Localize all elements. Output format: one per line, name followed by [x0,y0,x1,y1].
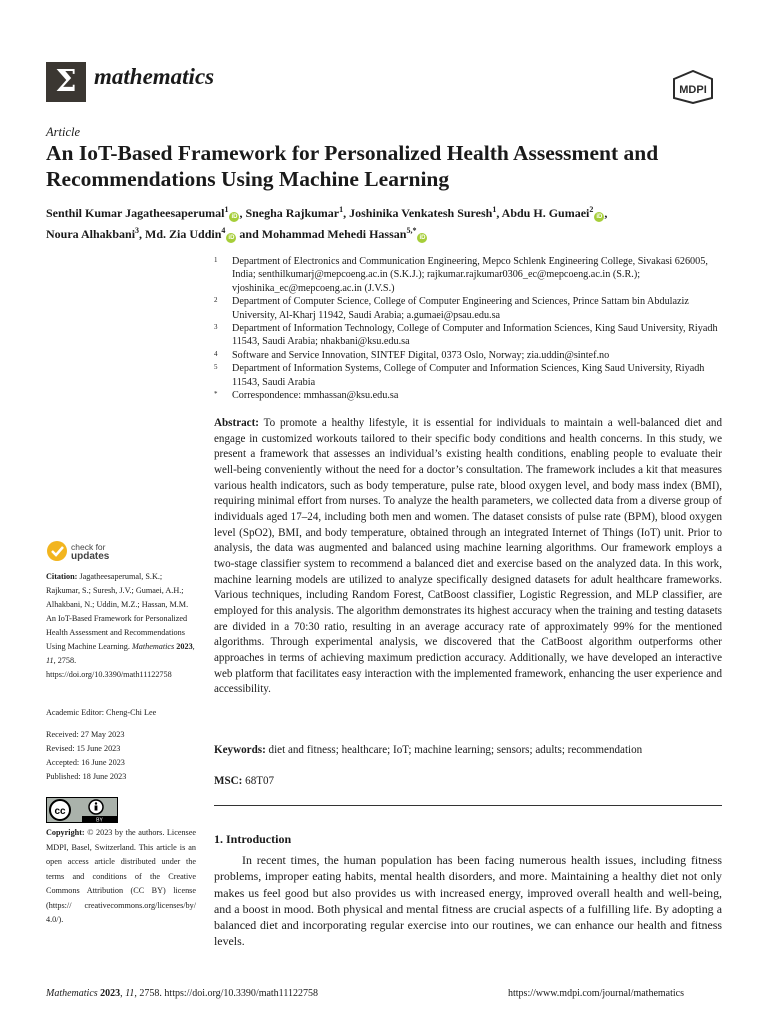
msc-label: MSC: [214,775,243,787]
author-affiliation-mark: 5,* [406,226,417,235]
affiliation-item [214,255,729,295]
svg-text:MDPI: MDPI [679,84,707,96]
journal-name[interactable]: mathematics [94,64,215,89]
article-title: An IoT-Based Framework for Personalized Health Assessment and Recommendations Using Machine Learning [46,141,659,191]
author-affiliation-mark: 1 [339,205,344,214]
author-list [46,201,746,243]
citation-text: Jagatheesaperumal, S.K.; Rajkumar, S.; Suresh, J.V.; Gumaei, A.H.; Alhakbani, N.; Uddin, M.Z.; Hassan, M.M. An IoT-Based Framework for Personalized Health Assessment and Recommendations Using Machine Learning. [46,572,189,651]
affiliation-text: Department of Computer Science, College of Computer Engineering and Sciences, Prince Sattam bin Abdulaziz University, Al-Kharj 11942, Saudi Arabia; a.gumaei@psau.edu.sa [232,296,689,321]
affiliation-number: 1 [214,256,218,264]
affiliation-item [214,389,729,402]
footer-citation: Mathematics 2023, 11, 2758. https://doi.org/10.3390/math11122758 [46,988,318,999]
author-affiliation-mark: 2 [589,205,594,214]
affiliation-text: Department of Electronics and Communication Engineering, Mepco Schlenk Engineering College, Sivakasi 626005, India; senthilkumarj@mepcoeng.ac.in (S.K.J.); rajkumar.rajkumar0306_ec@mepcoeng.ac.in (S.R.); vjoshinika_ec@mepcoeng.ac.in (J.V.S.) [232,256,708,294]
footer-journal-url[interactable]: https://www.mdpi.com/journal/mathematics [508,988,684,999]
author-name[interactable]: , Abdu H. Gumaei [496,206,590,220]
intro-paragraph: In recent times, the human population has been facing numerous health issues, including fitness problems, improper eating habits, mental health disorders, and more. Maintaining a healthy diet not only makes us feel good but also provides us with increased energy, improved overall health and well-being, and a boost in mood. Both physical and mental fitness are crucial aspects of a fulfilling life. By adopting a balanced diet and incorporating regular exercise into our routines, we can enhance our health and fitness levels. [214,853,722,949]
affiliation-number: 5 [214,363,218,372]
academic-editor: Academic Editor: Cheng-Chi Lee [46,708,157,717]
affiliation-number: 4 [214,349,218,358]
copyright-text: © 2023 by the authors. Licensee MDPI, Basel, Switzerland. This article is an open access article distributed under the terms and conditions of the Creative Commons Attribution (CC BY) license (https:// creativecommons.org/licenses/by/ 4.0/). [46,828,197,924]
citation-volume: 11 [46,656,54,665]
journal-logo: Σ [46,62,86,102]
author-affiliation-mark: 4 [221,226,226,235]
check-line-1: check for [71,542,106,552]
affiliation-text: Software and Service Innovation, SINTEF Digital, 0373 Oslo, Norway; zia.uddin@sintef.no [232,349,610,361]
intro-heading: 1. Introduction [214,832,292,846]
citation-label: Citation: [46,572,78,581]
affiliation-item [214,349,729,362]
citation-year: 2023 [176,642,193,651]
affiliation-number: 2 [214,296,218,305]
accepted-date: Accepted: 16 June 2023 [46,758,125,767]
affiliation-text: Department of Information Systems, College of Computer and Information Sciences, King Saud University, Riyadh 11543, Saudi Arabia [232,363,705,388]
abstract-text: To promote a healthy lifestyle, it is essential for individuals to maintain a well-balanced diet and engage in customized workouts tailored to their specific body conditions and health concerns. In this study, we present a framework that assesses an individual’s existing health conditions, enabling people to evaluate their well-being conveniently without the need for a doctor’s consultation. The framework includes a kit that measures various health indicators, such as body temperature, pulse rate, blood oxygen level, and body mass index (BMI), requiring minimal effort from nurses. To analyze the health parameters, we collected data from a diverse group of individuals aged 17–24, including both men and women. The dataset consists of pulse rate (BPM), blood oxygen level (SpO2), BMI, and body temperature, obtained through an integrated Internet of Things (IoT) unit. Prior to analysis, the data was augmented and balanced using machine learning algorithms. Our framework employs a two-stage classifier system to recommend a balanced diet and exercise based on the analyzed data. In this work, machine learning models are utilized to analyze specifically designed datasets for adult healthcare frameworks. Various techniques, including Random Forest, CatBoost classifier, Logistic Regression, and MLP classifier, are employed for this analysis. The algorithm demonstrates its highest accuracy when the training and testing datasets are divided in a 70:30 ratio, resulting in an average accuracy rate of approximately 99% for the mentioned algorithms. Through experimental analysis, we discovered that the CatBoost algorithm outperforms other approaches in terms of achieving maximum prediction accuracy. Additionally, we have developed an interactive web platform that facilitates easy interaction with the implemented framework, enhancing the user experience and accessibility. [214,417,722,696]
author-affiliation-mark: 1 [492,205,497,214]
affiliation-item [214,295,729,322]
section-divider [214,805,722,806]
author-name[interactable]: Senthil Kumar Jagatheesaperumal [46,206,225,220]
affiliation-number: 3 [214,323,218,332]
orcid-icon[interactable]: iD [596,214,603,220]
keywords-label: Keywords: [214,744,266,756]
msc [214,775,274,787]
author-name[interactable]: Noura Alhakbani [46,227,136,241]
affiliations [214,255,729,402]
svg-text:cc: cc [54,806,66,817]
citation-block: Citation: Jagatheesaperumal, S.K.; Rajkumar, S.; Suresh, J.V.; Gumaei, A.H.; Alhakbani, N.; Uddin, M.Z.; Hassan, M.M. An IoT-Based Framework for Personalized Health Assessment and Recommendations Using Machine Learning. Mathematics 2023, 11, 2758. https://doi.org/10.3390/math11122758 [46,572,195,679]
author-line-2 [46,222,746,243]
received-date: Received: 27 May 2023 [46,730,125,739]
copyright-label: Copyright: [46,828,85,837]
orcid-icon[interactable]: iD [231,214,238,220]
citation-doi[interactable]: , 2758. https://doi.org/10.3390/math11122758 [46,656,172,679]
affiliation-text: Department of Information Technology, College of Computer and Information Sciences, King Saud University, Riyadh 11543, Saudi Arabia; nhakbani@ksu.edu.sa [232,323,718,348]
orcid-icon[interactable]: iD [228,235,235,241]
msc-code: 68T07 [245,775,275,787]
author-name[interactable]: and Mohammad Mehedi Hassan [236,227,407,241]
mdpi-logo[interactable] [668,70,718,104]
copyright-notice [46,826,196,928]
affiliation-item [214,362,729,389]
cc-by-license-icon[interactable] [46,797,118,823]
author-line-1: Senthil Kumar Jagatheesaperumal$^1$iD , Snegha Rajkumar$^1$, Joshinika Venkatesh Suresh$^1$, Abdu H. Gumaei$^2$iD , [46,205,608,220]
author-name[interactable]: , Md. Zia Uddin [139,227,222,241]
abstract [214,416,722,698]
dates-block [46,728,196,784]
affiliation-number: * [214,390,218,399]
article-type: Article [46,125,81,139]
check-line-2: updates [71,551,110,562]
svg-text:BY: BY [96,817,103,823]
citation-journal: Mathematics [131,642,175,651]
footer-doi-link[interactable]: , 2758. https://doi.org/10.3390/math11122758 [134,988,318,999]
affiliation-text: Correspondence: mmhassan@ksu.edu.sa [232,390,399,402]
published-date: Published: 18 June 2023 [46,772,127,781]
author-name[interactable]: , Joshinika Venkatesh Suresh [343,206,493,220]
orcid-icon[interactable]: iD [419,235,426,241]
abstract-label: Abstract: [214,417,259,429]
author-affiliation-mark: 1 [224,205,229,214]
check-updates-icon [46,540,68,562]
keywords [214,744,722,756]
check-for-updates-badge[interactable] [46,540,126,566]
revised-date: Revised: 15 June 2023 [46,744,121,753]
affiliation-item [214,322,729,349]
author-name[interactable]: , Snegha Rajkumar [239,206,340,220]
author-affiliation-mark: 3 [135,226,140,235]
keywords-text: diet and fitness; healthcare; IoT; machine learning; sensors; adults; recommendation [268,744,643,756]
